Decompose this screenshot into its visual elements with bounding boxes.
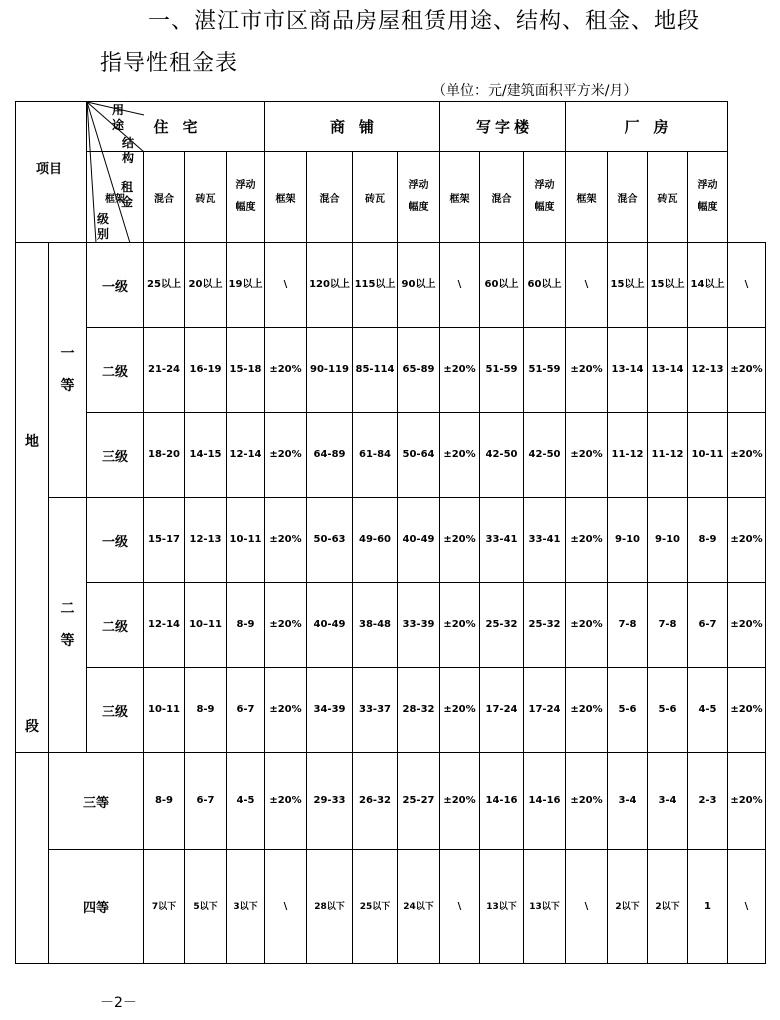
rent-cell: 29-33 (307, 753, 353, 850)
rent-cell: 15-18 (227, 328, 265, 413)
rent-cell: ±20% (728, 413, 766, 498)
rent-table (15, 101, 766, 964)
rent-cell: 90以上 (398, 243, 440, 328)
category-residential: 住宅 (87, 102, 265, 152)
rent-cell: 8-9 (185, 668, 227, 753)
level-1: 一级 (87, 243, 144, 328)
rent-cell: 25以上 (144, 243, 185, 328)
rent-cell: 11-12 (648, 413, 688, 498)
rent-cell: 40-49 (398, 498, 440, 583)
sub-frame: 框架 (265, 152, 307, 243)
location-column (16, 243, 49, 753)
rent-cell: 60以上 (480, 243, 524, 328)
rent-cell: 15以上 (648, 243, 688, 328)
rent-cell: 10-11 (688, 413, 728, 498)
category-shop: 商铺 (265, 102, 440, 152)
rent-cell: ±20% (440, 328, 480, 413)
rent-cell: 33-41 (480, 498, 524, 583)
rent-cell: ±20% (566, 413, 608, 498)
rent-cell: ±20% (265, 498, 307, 583)
zone-fourth: 四等 (49, 850, 144, 964)
rent-cell: 26-32 (353, 753, 398, 850)
rent-cell: 25-32 (480, 583, 524, 668)
rent-cell: 3-4 (648, 753, 688, 850)
rent-cell: 10-11 (227, 498, 265, 583)
rent-cell: \ (440, 243, 480, 328)
rent-cell: 1 (688, 850, 728, 964)
sub-frame: 框架 (440, 152, 480, 243)
title-line-2: 指导性租金表 (100, 51, 239, 76)
rent-cell: 9-10 (648, 498, 688, 583)
rent-cell: 2以下 (608, 850, 648, 964)
rent-cell: ±20% (440, 583, 480, 668)
rent-cell: 9-10 (608, 498, 648, 583)
rent-cell: ±20% (265, 668, 307, 753)
rent-cell: 3-4 (608, 753, 648, 850)
rent-label: 租金 (120, 180, 133, 209)
location-char-1: 地 (25, 434, 39, 450)
rent-cell: 21-24 (144, 328, 185, 413)
rent-cell: \ (566, 243, 608, 328)
rent-cell: 19以上 (227, 243, 265, 328)
rent-cell: 34-39 (307, 668, 353, 753)
rent-cell: 24以下 (398, 850, 440, 964)
zone-third: 三等 (49, 753, 144, 850)
rent-cell: 6-7 (688, 583, 728, 668)
category-office: 写字楼 (440, 102, 566, 152)
rent-cell: 5-6 (608, 668, 648, 753)
rent-cell: 14以上 (688, 243, 728, 328)
rent-cell: 3以下 (227, 850, 265, 964)
sub-brick: 砖瓦 (185, 152, 227, 243)
rent-cell: 6-7 (185, 753, 227, 850)
rent-cell: 12-14 (227, 413, 265, 498)
rent-cell: 115以上 (353, 243, 398, 328)
rent-cell: 14-15 (185, 413, 227, 498)
rent-cell: 40-49 (307, 583, 353, 668)
sub-mixed: 混合 (307, 152, 353, 243)
rent-cell: 28以下 (307, 850, 353, 964)
sub-mixed: 混合 (608, 152, 648, 243)
rent-cell: ±20% (265, 413, 307, 498)
project-label: 项目 (36, 162, 63, 177)
rent-cell: 2-3 (688, 753, 728, 850)
rent-cell: 33-41 (524, 498, 566, 583)
rent-cell: ±20% (265, 328, 307, 413)
rent-cell: 16-19 (185, 328, 227, 413)
location-char-2: 段 (25, 719, 39, 735)
rent-cell: 2以下 (648, 850, 688, 964)
rent-cell: 49-60 (353, 498, 398, 583)
rent-cell: ±20% (566, 668, 608, 753)
rent-cell: 14-16 (524, 753, 566, 850)
rent-cell: 4-5 (227, 753, 265, 850)
rent-cell: 15-17 (144, 498, 185, 583)
rent-cell: 65-89 (398, 328, 440, 413)
rent-cell: 11-12 (608, 413, 648, 498)
rent-cell: 18-20 (144, 413, 185, 498)
sub-mixed: 混合 (480, 152, 524, 243)
rent-cell: 50-64 (398, 413, 440, 498)
rent-cell: ±20% (728, 753, 766, 850)
unit-note: （单位：元/建筑面积平方米/月） (432, 83, 638, 99)
rent-cell: 50-63 (307, 498, 353, 583)
level-2: 二级 (87, 583, 144, 668)
rent-cell: 7-8 (648, 583, 688, 668)
rent-cell: 61-84 (353, 413, 398, 498)
sub-float: 浮动幅度 (398, 152, 440, 243)
rent-cell: 25-27 (398, 753, 440, 850)
rent-cell: 4-5 (688, 668, 728, 753)
rent-cell: 25以下 (353, 850, 398, 964)
rent-cell: \ (265, 850, 307, 964)
rent-cell: 25-32 (524, 583, 566, 668)
rent-cell: ±20% (728, 328, 766, 413)
level-2: 二级 (87, 328, 144, 413)
structure-label: 结构 (121, 136, 134, 165)
level-3: 三级 (87, 413, 144, 498)
rent-cell: 8-9 (144, 753, 185, 850)
rent-cell: \ (566, 850, 608, 964)
rent-cell: ±20% (566, 583, 608, 668)
rent-cell: ±20% (440, 498, 480, 583)
rent-cell: \ (728, 850, 766, 964)
rent-cell: 51-59 (524, 328, 566, 413)
grade-label: 级别 (96, 212, 109, 241)
rent-cell: 60以上 (524, 243, 566, 328)
rent-cell: 15以上 (608, 243, 648, 328)
rent-cell: \ (728, 243, 766, 328)
rent-cell: 38-48 (353, 583, 398, 668)
zone-second: 二等 (49, 498, 87, 753)
rent-cell: 17-24 (480, 668, 524, 753)
page-number: －2－ (100, 995, 137, 1011)
rent-cell: ±20% (440, 413, 480, 498)
rent-cell: 5以下 (185, 850, 227, 964)
sub-float: 浮动幅度 (227, 152, 265, 243)
rent-cell: 6-7 (227, 668, 265, 753)
rent-cell: 12-14 (144, 583, 185, 668)
rent-cell: 42-50 (480, 413, 524, 498)
rent-cell: ±20% (566, 328, 608, 413)
level-1: 一级 (87, 498, 144, 583)
rent-cell: ±20% (566, 753, 608, 850)
rent-cell: ±20% (728, 498, 766, 583)
rent-cell: 64-89 (307, 413, 353, 498)
rent-cell: 5-6 (648, 668, 688, 753)
title-line-1: 一、湛江市市区商品房屋租赁用途、结构、租金、地段 (148, 9, 701, 34)
category-factory: 厂房 (566, 102, 728, 152)
rent-cell: 42-50 (524, 413, 566, 498)
rent-cell: 14-16 (480, 753, 524, 850)
rent-cell: 20以上 (185, 243, 227, 328)
rent-cell: ±20% (265, 753, 307, 850)
rent-cell: 8-9 (227, 583, 265, 668)
rent-cell: 51-59 (480, 328, 524, 413)
rent-cell: 33-37 (353, 668, 398, 753)
sub-frame: 框架 (87, 152, 144, 243)
sub-brick: 砖瓦 (648, 152, 688, 243)
rent-cell: 7以下 (144, 850, 185, 964)
rent-cell: ±20% (566, 498, 608, 583)
rent-cell: 13以下 (480, 850, 524, 964)
rent-cell: 10–11 (185, 583, 227, 668)
rent-cell: 12-13 (688, 328, 728, 413)
usage-label: 用途 (112, 103, 125, 132)
rent-cell: 13-14 (608, 328, 648, 413)
rent-cell: ±20% (728, 668, 766, 753)
rent-cell: 12-13 (185, 498, 227, 583)
sub-float: 浮动幅度 (524, 152, 566, 243)
rent-cell: 17-24 (524, 668, 566, 753)
rent-cell: \ (265, 243, 307, 328)
rent-cell: ±20% (440, 753, 480, 850)
rent-cell: 8-9 (688, 498, 728, 583)
sub-mixed: 混合 (144, 152, 185, 243)
rent-cell: ±20% (728, 583, 766, 668)
sub-brick: 砖瓦 (353, 152, 398, 243)
zone-first: 一等 (49, 243, 87, 498)
location-column-spacer (16, 753, 49, 850)
rent-cell: 85-114 (353, 328, 398, 413)
level-3: 三级 (87, 668, 144, 753)
rent-cell: 120以上 (307, 243, 353, 328)
rent-cell: 33-39 (398, 583, 440, 668)
rent-cell: 90-119 (307, 328, 353, 413)
rent-cell: \ (440, 850, 480, 964)
rent-cell: 10-11 (144, 668, 185, 753)
rent-cell: 13以下 (524, 850, 566, 964)
rent-cell: 13-14 (648, 328, 688, 413)
location-column-spacer (16, 850, 49, 964)
sub-frame: 框架 (566, 152, 608, 243)
rent-cell: ±20% (440, 668, 480, 753)
rent-cell: 7-8 (608, 583, 648, 668)
sub-float: 浮动幅度 (688, 152, 728, 243)
rent-cell: 28-32 (398, 668, 440, 753)
rent-cell: ±20% (265, 583, 307, 668)
